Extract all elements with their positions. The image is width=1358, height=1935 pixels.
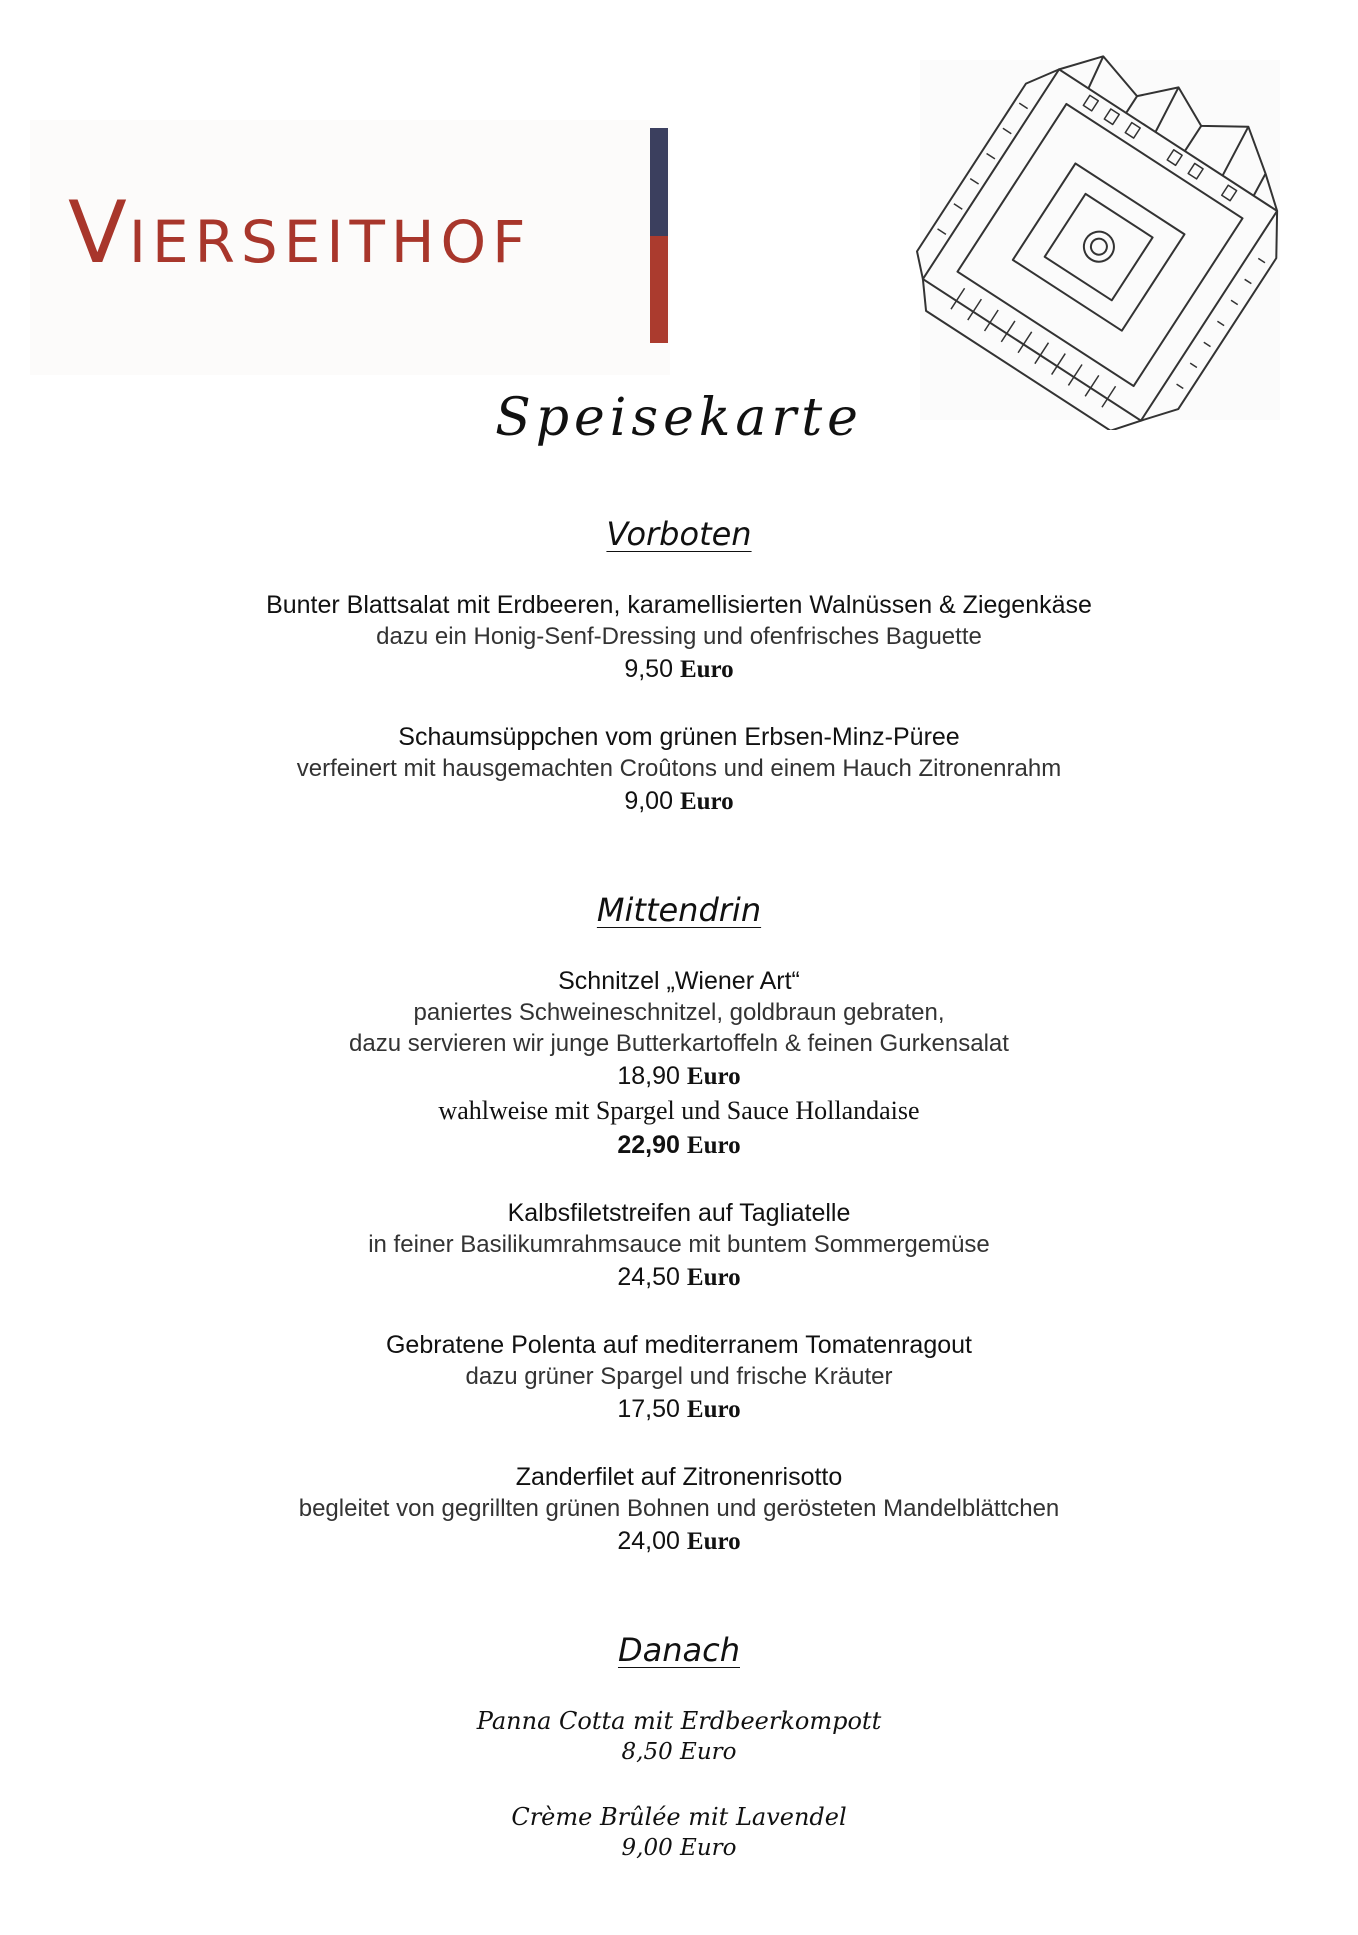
brand-bar-bottom bbox=[650, 236, 668, 344]
brand-logo bbox=[68, 183, 532, 283]
dish-description: verfeinert mit hausgemachten Croûtons und einem Hauch Zitronenrahm bbox=[296, 755, 1062, 782]
dish-name: Crème Brûlée mit Lavendel bbox=[511, 1803, 847, 1831]
dish-description: dazu servieren wir junge Butterkartoffeln & feinen Gurkensalat bbox=[349, 1030, 1009, 1057]
price-currency: Euro bbox=[679, 788, 734, 815]
dish-name: Bunter Blattsalat mit Erdbeeren, karamellisierten Walnüssen & Ziegenkäse bbox=[266, 591, 1092, 619]
price-currency: Euro bbox=[686, 1063, 741, 1090]
dish-name: Kalbsfiletstreifen auf Tagliatelle bbox=[507, 1199, 851, 1227]
dish-price bbox=[0, 1059, 1358, 1094]
option-price bbox=[0, 1128, 1358, 1163]
dish-description: dazu grüner Spargel und frische Kräuter bbox=[465, 1363, 893, 1390]
page-title: Speisekarte bbox=[495, 388, 863, 448]
section-title: Vorboten bbox=[606, 515, 752, 553]
dish-item bbox=[0, 1705, 1358, 1767]
dish-item bbox=[0, 1461, 1358, 1559]
dish-option: wahlweise mit Spargel und Sauce Hollandaise bbox=[438, 1096, 920, 1125]
dish-name: Panna Cotta mit Erdbeerkompott bbox=[476, 1707, 882, 1735]
dish-price bbox=[0, 784, 1358, 819]
dish-name: Zanderfilet auf Zitronenrisotto bbox=[515, 1463, 843, 1491]
dish-price bbox=[0, 1524, 1358, 1559]
section-title: Mittendrin bbox=[596, 891, 762, 929]
section-title: Danach bbox=[617, 1631, 740, 1669]
dish-price bbox=[0, 1833, 1358, 1863]
price-currency: Euro bbox=[679, 656, 734, 683]
price-value: 9,00 bbox=[621, 1835, 673, 1861]
courtyard-building-sketch-icon bbox=[910, 50, 1290, 430]
price-value: 9,50 bbox=[624, 655, 673, 683]
price-currency: Euro bbox=[680, 1835, 737, 1861]
price-value: 17,50 bbox=[617, 1395, 680, 1423]
price-currency: Euro bbox=[686, 1396, 741, 1423]
dish-item bbox=[0, 1801, 1358, 1863]
dish-description: paniertes Schweineschnitzel, goldbraun gebraten, bbox=[413, 999, 945, 1026]
dish-price bbox=[0, 652, 1358, 687]
price-value: 8,50 bbox=[621, 1739, 673, 1765]
price-currency: Euro bbox=[686, 1528, 741, 1555]
menu-section-vorboten bbox=[0, 515, 1358, 819]
price-currency: Euro bbox=[686, 1132, 741, 1159]
dish-price bbox=[0, 1392, 1358, 1427]
brand-color-bar bbox=[650, 128, 668, 343]
dish-price bbox=[0, 1737, 1358, 1767]
dish-item bbox=[0, 589, 1358, 687]
dish-description: in feiner Basilikumrahmsauce mit buntem Sommergemüse bbox=[368, 1231, 990, 1258]
price-currency: Euro bbox=[680, 1739, 737, 1765]
menu-section-danach bbox=[0, 1631, 1358, 1863]
dish-item bbox=[0, 1197, 1358, 1295]
menu bbox=[0, 515, 1358, 1935]
brand-name-rest: IERSEITHOF bbox=[128, 208, 532, 276]
dish-price bbox=[0, 1260, 1358, 1295]
dish-description: dazu ein Honig-Senf-Dressing und ofenfrisches Baguette bbox=[376, 623, 982, 650]
dish-item bbox=[0, 1329, 1358, 1427]
brand-bar-top bbox=[650, 128, 668, 236]
brand-initial: V bbox=[68, 183, 129, 283]
price-value: 9,00 bbox=[624, 787, 673, 815]
menu-section-mittendrin bbox=[0, 891, 1358, 1559]
price-value: 18,90 bbox=[617, 1062, 680, 1090]
price-value: 22,90 bbox=[617, 1131, 680, 1159]
dish-name: Gebratene Polenta auf mediterranem Tomatenragout bbox=[385, 1331, 972, 1359]
dish-name: Schaumsüppchen vom grünen Erbsen-Minz-Püree bbox=[398, 723, 960, 751]
price-value: 24,50 bbox=[617, 1263, 680, 1291]
price-currency: Euro bbox=[686, 1264, 741, 1291]
dish-description: begleitet von gegrillten grünen Bohnen und gerösteten Mandelblättchen bbox=[298, 1495, 1060, 1522]
price-value: 24,00 bbox=[617, 1527, 680, 1555]
dish-item bbox=[0, 721, 1358, 819]
dish-name: Schnitzel „Wiener Art“ bbox=[558, 967, 800, 995]
dish-item bbox=[0, 965, 1358, 1163]
